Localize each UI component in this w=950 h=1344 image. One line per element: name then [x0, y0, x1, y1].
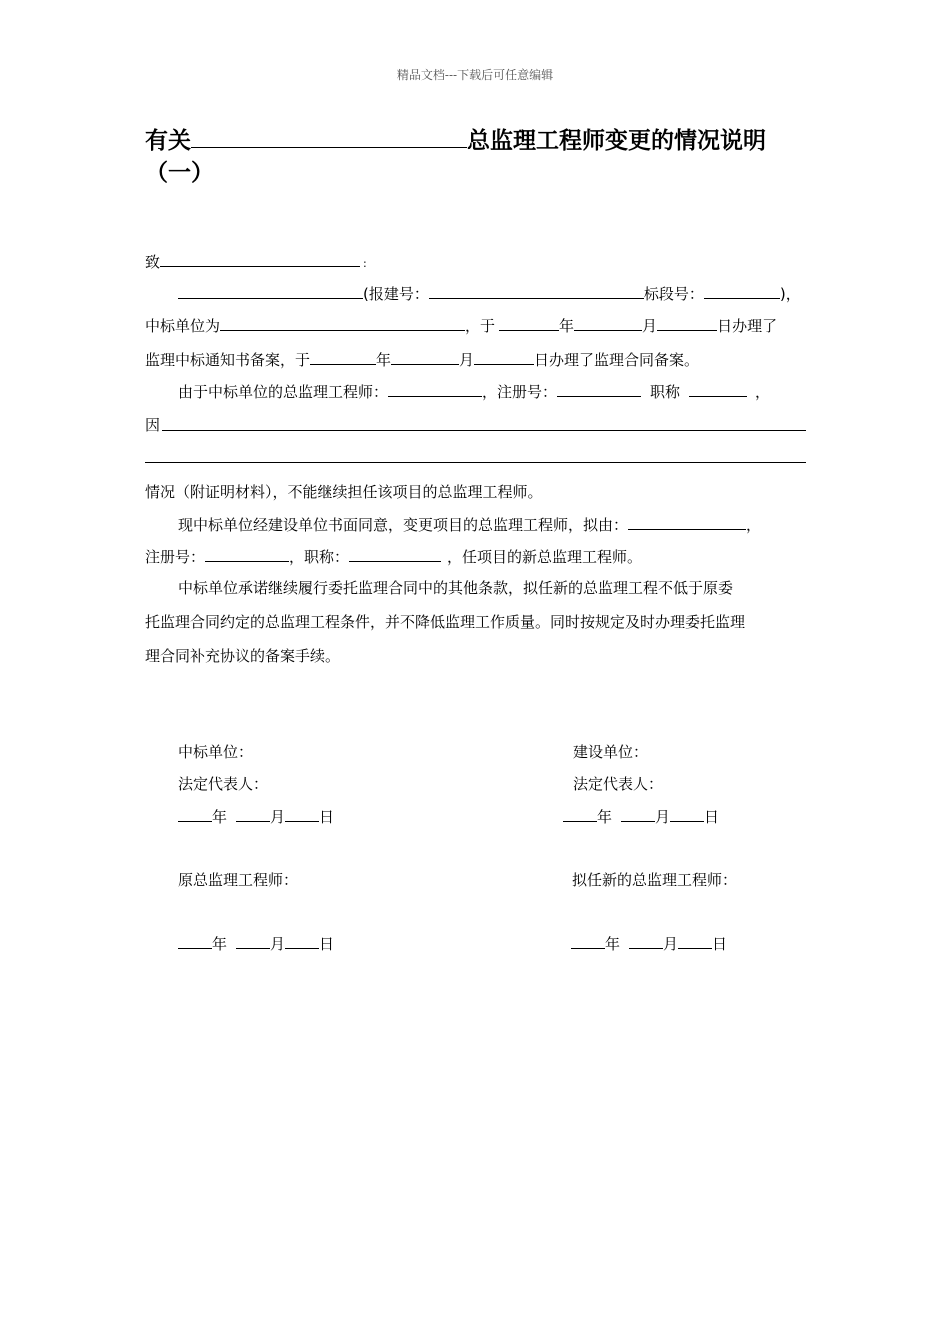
year-label: 年	[212, 934, 228, 953]
project-line	[178, 282, 801, 304]
line4-day: 日办理了监理合同备案。	[534, 350, 700, 369]
orig-day-blank	[285, 932, 319, 949]
commitment-line-1: 中标单位承诺继续履行委托监理合同中的其他条款，拟任新的总监理工程不低于原委	[178, 579, 734, 597]
day-label: 日	[704, 807, 720, 826]
year-label: 年	[605, 934, 621, 953]
month-label: 月	[270, 807, 286, 826]
new-chief-date	[571, 932, 727, 954]
orig-year-blank	[178, 932, 212, 949]
new-reg-blank	[205, 545, 289, 562]
baojian-blank	[429, 282, 644, 299]
notice-line	[145, 348, 699, 370]
month-label: 月	[270, 934, 286, 953]
original-chief-label: 原总监理工程师：	[178, 871, 299, 889]
addressee-blank	[160, 250, 360, 267]
new-chief-label: 拟任新的总监理工程师：	[572, 871, 738, 889]
month-label: 月	[655, 807, 671, 826]
line3-month: 月	[642, 316, 658, 335]
line4-year: 年	[376, 350, 392, 369]
client-month-blank	[621, 805, 655, 822]
winner-year-blank	[178, 805, 212, 822]
new-chief-line	[145, 545, 642, 567]
biaoduan-blank	[704, 282, 780, 299]
line3-year: 年	[559, 316, 575, 335]
winner-unit-label: 中标单位：	[178, 743, 254, 761]
new-day-blank	[678, 932, 712, 949]
winner-label: 中标单位为	[145, 316, 221, 335]
client-year-blank	[563, 805, 597, 822]
chief-reg-blank	[557, 380, 641, 397]
line10-text: ，任项目的新总监理工程师。	[447, 547, 643, 566]
addressee-colon: :	[363, 256, 367, 270]
new-chief-blank	[628, 513, 746, 530]
document-title	[145, 122, 766, 155]
new-year-blank	[571, 932, 605, 949]
line3-day: 日办理了	[717, 316, 778, 335]
line2-close: )，	[779, 284, 801, 303]
day-label: 日	[712, 934, 728, 953]
reason-blank-2	[145, 462, 806, 463]
line10-title: ，职称：	[289, 547, 350, 566]
winner-date	[178, 805, 334, 827]
line3-month-blank	[574, 314, 642, 331]
original-chief-date	[178, 932, 334, 954]
line9-text: 现中标单位经建设单位书面同意，变更项目的总监理工程师，拟由：	[178, 515, 629, 534]
month-label: 月	[663, 934, 679, 953]
winner-month-blank	[236, 805, 270, 822]
new-title-blank	[349, 545, 441, 562]
line4-month: 月	[459, 350, 475, 369]
winner-legal-rep-label: 法定代表人：	[178, 775, 269, 793]
line3-year-blank	[499, 314, 559, 331]
new-month-blank	[629, 932, 663, 949]
commitment-line-3: 理合同补充协议的备案手续。	[145, 647, 341, 665]
line5-text: 由于中标单位的总监理工程师：	[178, 382, 389, 401]
line4-year-blank	[310, 348, 376, 365]
project-name-blank	[191, 123, 467, 148]
client-legal-rep-label: 法定代表人：	[573, 775, 664, 793]
situation-line: 情况（附证明材料），不能继续担任该项目的总监理工程师。	[145, 483, 543, 501]
addressee-line	[145, 250, 367, 272]
day-label: 日	[319, 807, 335, 826]
line4-month-blank	[391, 348, 459, 365]
baojian-label: (报建号：	[363, 284, 429, 303]
chief-name-blank	[388, 380, 482, 397]
line3-day-blank	[657, 314, 717, 331]
line5-title: 职称	[650, 382, 681, 401]
winner-line	[145, 314, 777, 336]
biaoduan-label: 标段号：	[643, 284, 704, 303]
project-blank	[178, 282, 363, 299]
reason-blank-1	[162, 430, 806, 431]
chief-title-blank	[689, 380, 747, 397]
day-label: 日	[319, 934, 335, 953]
line4-text: 监理中标通知书备案，于	[145, 350, 311, 369]
client-date	[563, 805, 719, 827]
page-header: 精品文档---下载后可任意编辑	[396, 68, 554, 82]
line10-reg: 注册号：	[145, 547, 206, 566]
replacement-line	[178, 513, 761, 535]
chief-line	[178, 380, 770, 402]
title-suffix: 总监理工程师变更的情况说明	[467, 128, 766, 154]
title-prefix: 有关	[145, 128, 191, 154]
winner-blank	[220, 314, 465, 331]
line5-comma: ，	[755, 382, 771, 401]
client-day-blank	[670, 805, 704, 822]
title-subline: （一）	[145, 160, 214, 186]
line3-yu: ，于	[465, 316, 496, 335]
line5-reg: ，注册号：	[482, 382, 558, 401]
line9-comma: ，	[746, 515, 762, 534]
orig-month-blank	[236, 932, 270, 949]
winner-day-blank	[285, 805, 319, 822]
line4-day-blank	[474, 348, 534, 365]
year-label: 年	[212, 807, 228, 826]
client-unit-label: 建设单位：	[573, 743, 649, 761]
year-label: 年	[597, 807, 613, 826]
reason-label: 因	[145, 416, 161, 434]
to-label: 致	[145, 252, 161, 271]
commitment-line-2: 托监理合同约定的总监理工程条件，并不降低监理工作质量。同时按规定及时办理委托监理	[145, 613, 746, 631]
